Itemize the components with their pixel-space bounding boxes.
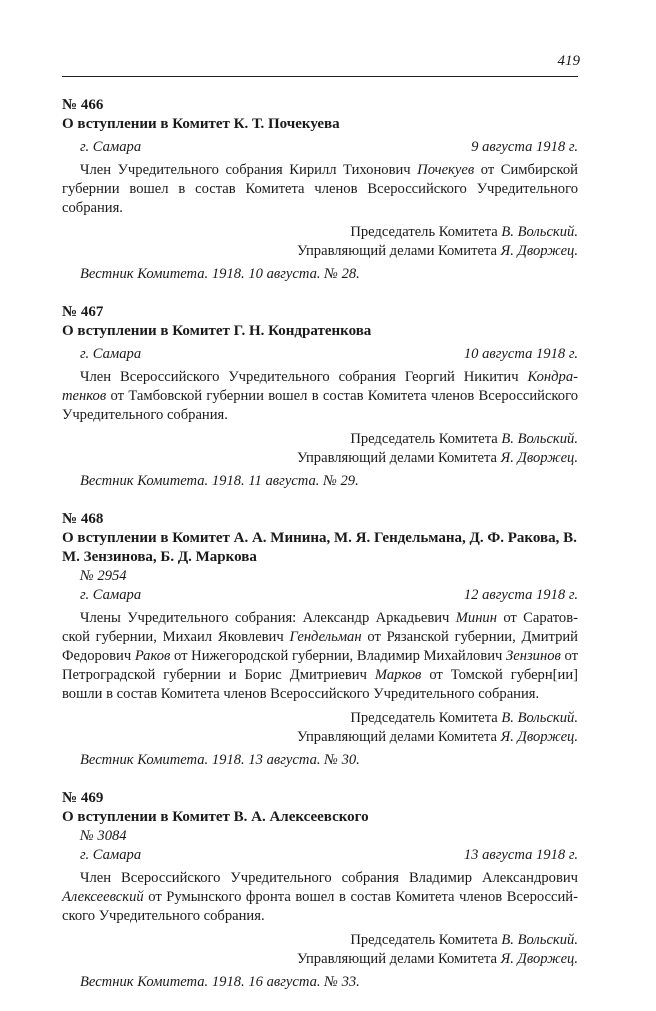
surname-italic: Зензинов [506, 648, 561, 664]
document-body [62, 869, 578, 926]
document-date: 13 августа 1918 г. [463, 847, 578, 863]
signature-chairman: Председатель Комитета В. Вольский. [350, 710, 578, 726]
document-date: 9 августа 1918 г. [471, 139, 578, 155]
body-text-run: от Рязанской губернии, Дмитрий Федорович [62, 629, 578, 664]
document-number: № 469 [62, 790, 104, 806]
body-text-run: от Нижегородской губернии, Владимир Михайлович [170, 648, 507, 664]
body-text-run: от Тамбовской губернии вошел в состав Комитета членов Всероссийского Учредительного собрания. [62, 388, 578, 423]
signature-chairman: Председатель Комитета В. Вольский. [350, 224, 578, 240]
document-body [62, 161, 578, 218]
place-date-line [62, 345, 578, 364]
surname-italic: Раков [134, 648, 171, 664]
document-title: О вступлении в Комитет А. А. Минина, М. Я. Гендельмана, Д. Ф. Ракова, В. М. Зензинова, Б. Д. Маркова [62, 530, 577, 565]
document-place: г. Самара [80, 346, 142, 362]
document-entry [62, 510, 578, 770]
document-date: 10 августа 1918 г. [463, 346, 578, 362]
document-place: г. Самара [80, 587, 142, 603]
document-date: 12 августа 1918 г. [463, 587, 578, 603]
signatures [62, 223, 578, 261]
surname-italic: Почекуев [417, 162, 475, 178]
body-text-run: Члены Учредительного собрания: Александр Аркадьевич [80, 610, 456, 626]
document-place: г. Самара [80, 847, 142, 863]
surname-italic: Гендельман [289, 629, 362, 645]
place-date-line [62, 138, 578, 157]
document-source: Вестник Комитета. 1918. 13 августа. № 30. [80, 752, 360, 768]
registration-number: № 3084 [80, 828, 127, 844]
signature-manager: Управляющий делами Комитета Я. Дворжец. [296, 729, 578, 745]
document-entry [62, 96, 578, 284]
body-text-run: от Саратовской губернии, Михаил Яковлевич [62, 610, 578, 645]
document-body [62, 368, 578, 425]
body-text-run: Член Всероссийского Учредительного собрания Георгий Никитич [80, 369, 528, 385]
signature-manager: Управляющий делами Комитета Я. Дворжец. [296, 243, 578, 259]
document-number: № 467 [62, 304, 104, 320]
document-source: Вестник Комитета. 1918. 11 августа. № 29. [80, 473, 359, 489]
document-title: О вступлении в Комитет Г. Н. Кондратенкова [62, 323, 372, 339]
signatures [62, 931, 578, 969]
signatures [62, 709, 578, 747]
document-title: О вступлении в Комитет К. Т. Почекуева [62, 116, 340, 132]
body-text-run: от Петроградской губернии и Борис Дмитриевич [62, 648, 578, 683]
surname-italic: Алексеевский [62, 889, 144, 905]
signature-manager: Управляющий делами Комитета Я. Дворжец. [296, 951, 578, 967]
signatures [62, 430, 578, 468]
document-number: № 466 [62, 97, 104, 113]
body-text-run: от Румынского фронта вошел в состав Комитета членов Всероссийского Учредительного собрания. [62, 889, 578, 924]
surname-italic: Марков [374, 667, 422, 683]
page-number: 419 [557, 53, 580, 69]
document-source: Вестник Комитета. 1918. 10 августа. № 28. [80, 266, 360, 282]
document-body [62, 609, 578, 704]
body-text-run: от Симбирской губернии вошел в состав Комитета членов Всероссийского Учредительного собрания. [62, 162, 578, 216]
body-text-run: Член Всероссийского Учредительного собрания Владимир Александрович [80, 870, 578, 886]
place-date-line [62, 586, 578, 605]
registration-number: № 2954 [80, 568, 127, 584]
document-number: № 468 [62, 511, 104, 527]
body-text-run: от Томской губерн[ии] вошли в состав Комитета членов Всероссийского Учредительного собрания. [62, 667, 578, 702]
document-place: г. Самара [80, 139, 142, 155]
signature-chairman: Председатель Комитета В. Вольский. [350, 431, 578, 447]
signature-manager: Управляющий делами Комитета Я. Дворжец. [296, 450, 578, 466]
document-entry [62, 789, 578, 992]
header-rule [62, 76, 578, 77]
document-title: О вступлении в Комитет В. А. Алексеевского [62, 809, 369, 825]
document-entry [62, 303, 578, 491]
body-text-run: Член Учредительного собрания Кирилл Тихонович [80, 162, 418, 178]
place-date-line [62, 846, 578, 865]
document-source: Вестник Комитета. 1918. 16 августа. № 33. [80, 974, 360, 990]
surname-italic: Кондратенков [62, 369, 578, 404]
signature-chairman: Председатель Комитета В. Вольский. [350, 932, 578, 948]
surname-italic: Минин [455, 610, 497, 626]
page-content [62, 96, 578, 1011]
